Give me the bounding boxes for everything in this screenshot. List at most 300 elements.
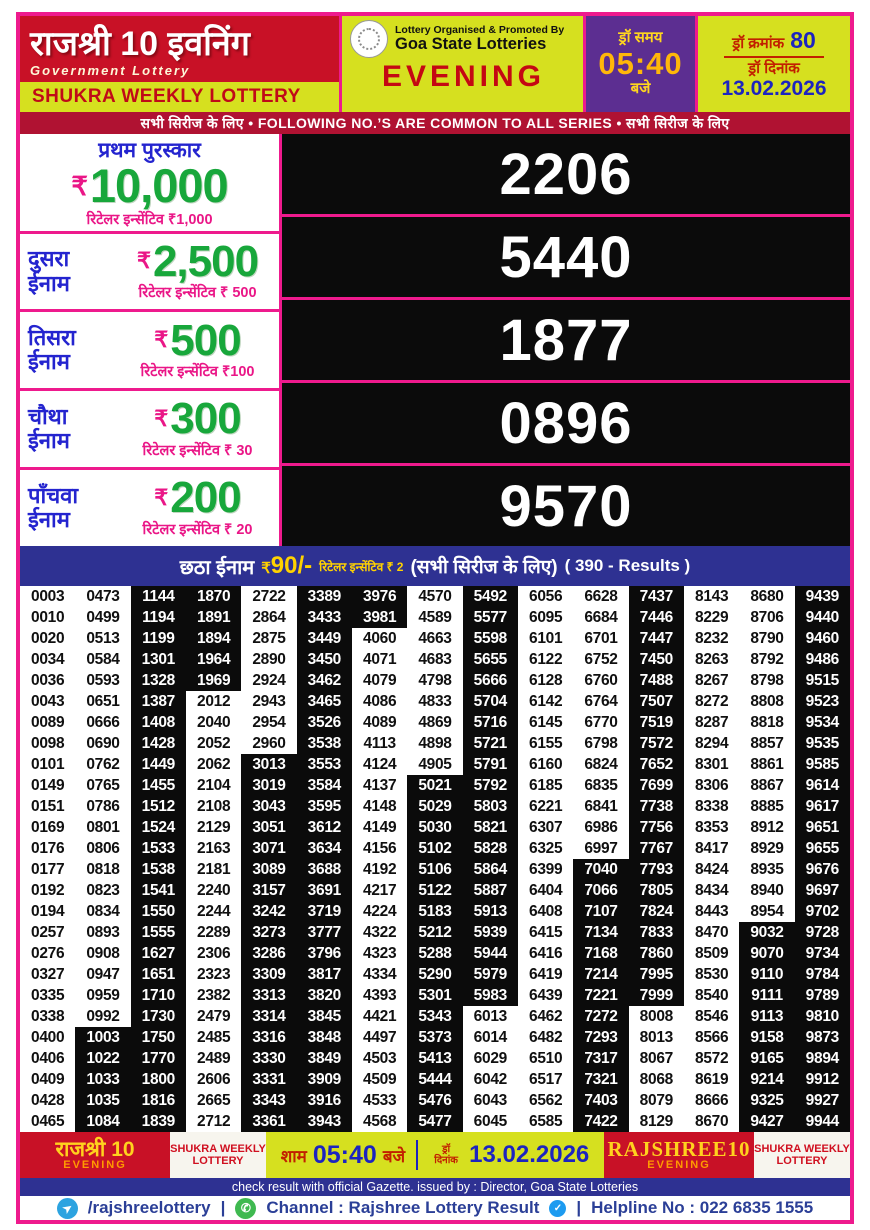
result-number: 2722 <box>252 587 286 605</box>
result-number: 9165 <box>739 1048 794 1069</box>
result-number: 2163 <box>197 839 231 857</box>
footer-weekly-right-label: SHUKRA WEEKLY LOTTERY <box>754 1142 850 1167</box>
result-number: 6752 <box>584 650 618 668</box>
result-number: 4086 <box>363 692 397 710</box>
result-number: 7450 <box>629 649 684 670</box>
result-number: 2864 <box>252 608 286 626</box>
prize-3-right <box>124 315 271 382</box>
result-number: 4334 <box>363 965 397 983</box>
result-number: 6684 <box>584 608 618 626</box>
result-number: 1964 <box>186 649 241 670</box>
organiser-row <box>350 20 577 58</box>
whatsapp-icon: ✆ <box>235 1198 256 1219</box>
result-number: 5102 <box>407 838 462 859</box>
result-number: 7293 <box>573 1027 628 1048</box>
result-number: 3331 <box>241 1069 296 1090</box>
result-number: 4589 <box>418 608 452 626</box>
result-number: 1750 <box>131 1027 186 1048</box>
result-number: 4322 <box>363 923 397 941</box>
result-number: 7447 <box>629 628 684 649</box>
result-number: 3242 <box>241 901 296 922</box>
result-number: 6628 <box>584 587 618 605</box>
result-number: 0176 <box>31 839 65 857</box>
result-number: 9515 <box>795 670 850 691</box>
result-number: 8509 <box>695 944 729 962</box>
result-number: 7756 <box>629 817 684 838</box>
result-number: 8267 <box>695 671 729 689</box>
winning-number-4: 0896 <box>499 390 633 456</box>
result-number: 3849 <box>297 1048 352 1069</box>
result-number: 2306 <box>197 944 231 962</box>
result-number: 5444 <box>407 1069 462 1090</box>
organiser-block <box>342 16 586 112</box>
result-number: 5413 <box>407 1048 462 1069</box>
result-number: 7221 <box>573 985 628 1006</box>
result-number: 8546 <box>695 1007 729 1025</box>
result-number: 8912 <box>750 818 784 836</box>
draw-time-box <box>586 16 698 112</box>
result-number: 3313 <box>241 985 296 1006</box>
result-number: 5944 <box>463 943 518 964</box>
result-number: 7572 <box>629 733 684 754</box>
result-number: 9894 <box>795 1048 850 1069</box>
result-number: 4192 <box>363 860 397 878</box>
result-number: 9113 <box>739 1006 794 1027</box>
result-number: 5864 <box>463 859 518 880</box>
prize-4-label: चौथा ईनाम <box>28 404 70 454</box>
result-number: 5828 <box>463 838 518 859</box>
result-number: 5343 <box>407 1006 462 1027</box>
prize-1-amount: 10,000 <box>89 159 228 212</box>
result-number: 5704 <box>463 691 518 712</box>
result-number: 7860 <box>629 943 684 964</box>
result-number: 3845 <box>297 1006 352 1027</box>
result-number: 9535 <box>795 733 850 754</box>
result-number: 6122 <box>529 650 563 668</box>
series-banner: सभी सिरीज के लिए • FOLLOWING NO.’S ARE COMMON TO ALL SERIES • सभी सिरीज के लिए <box>20 112 850 134</box>
result-number: 9734 <box>795 943 850 964</box>
result-number: 6462 <box>529 1007 563 1025</box>
result-number: 1969 <box>186 670 241 691</box>
footer-time-date <box>266 1132 604 1178</box>
result-number: 8566 <box>695 1028 729 1046</box>
results-grid <box>20 586 850 1132</box>
result-number: 2382 <box>197 986 231 1004</box>
result-number: 2943 <box>252 692 286 710</box>
result-number: 6056 <box>529 587 563 605</box>
result-number: 3314 <box>241 1006 296 1027</box>
winning-number-1: 2206 <box>499 141 633 207</box>
result-number: 7040 <box>573 859 628 880</box>
result-number: 5212 <box>407 922 462 943</box>
result-number: 6013 <box>473 1007 507 1025</box>
result-number: 3273 <box>241 922 296 943</box>
result-number: 4568 <box>363 1112 397 1130</box>
result-number: 3538 <box>297 733 352 754</box>
result-number: 6307 <box>529 818 563 836</box>
result-number: 6415 <box>529 923 563 941</box>
result-number: 0327 <box>31 965 65 983</box>
result-number: 3848 <box>297 1027 352 1048</box>
result-number: 7437 <box>629 586 684 607</box>
result-number: 8798 <box>750 671 784 689</box>
prize-5-right <box>124 473 271 539</box>
telegram-icon: ➤ <box>57 1198 78 1219</box>
result-number: 0101 <box>31 755 65 773</box>
result-number: 0177 <box>31 860 65 878</box>
result-number: 1144 <box>131 586 186 607</box>
result-number: 0690 <box>86 734 120 752</box>
weekly-lottery-label: SHUKRA WEEKLY LOTTERY <box>20 82 339 112</box>
result-number: 1800 <box>131 1069 186 1090</box>
result-number: 1550 <box>131 901 186 922</box>
result-number: 1627 <box>131 943 186 964</box>
helpline-number: Helpline No : 022 6835 1555 <box>591 1198 814 1217</box>
prize-3-incentive: रिटेलर इन्सेंटिव ₹100 <box>140 364 255 381</box>
result-number: 9614 <box>795 775 850 796</box>
goa-state-emblem-icon <box>350 20 388 58</box>
rupee-symbol: ₹ <box>261 560 271 577</box>
result-number: 2485 <box>197 1028 231 1046</box>
result-number: 3777 <box>297 922 352 943</box>
result-number: 4497 <box>363 1028 397 1046</box>
result-number: 8068 <box>639 1070 673 1088</box>
prize-3-amount: 500 <box>170 315 241 365</box>
result-number: 6997 <box>584 839 618 857</box>
result-number: 9158 <box>739 1027 794 1048</box>
result-number: 1301 <box>131 649 186 670</box>
result-number: 1084 <box>75 1111 130 1132</box>
verified-badge-icon: ✓ <box>549 1200 566 1217</box>
result-number: 7507 <box>629 691 684 712</box>
result-number: 8417 <box>695 839 729 857</box>
result-number: 7107 <box>573 901 628 922</box>
result-number: 1449 <box>131 754 186 775</box>
result-number: 3089 <box>241 859 296 880</box>
sixth-prize-results-count: ( 390 - Results ) <box>564 556 691 575</box>
telegram-handle[interactable]: /rajshreelottery <box>87 1198 211 1217</box>
result-number: 3691 <box>297 880 352 901</box>
prize-5-label: पाँचवा ईनाम <box>28 482 79 533</box>
result-number: 7422 <box>573 1111 628 1132</box>
rupee-symbol: ₹ <box>154 484 169 510</box>
result-number: 4533 <box>363 1091 397 1109</box>
result-number: 8935 <box>750 860 784 878</box>
result-number: 6510 <box>529 1049 563 1067</box>
result-number: 4224 <box>363 902 397 920</box>
result-number: 8666 <box>695 1091 729 1109</box>
result-number: 2954 <box>252 713 286 731</box>
result-number: 3719 <box>297 901 352 922</box>
footer-weekly-left <box>170 1132 266 1178</box>
result-number: 4898 <box>418 734 452 752</box>
result-number: 3595 <box>297 796 352 817</box>
footer-weekly-right <box>754 1132 850 1178</box>
result-number: 0098 <box>31 734 65 752</box>
result-number: 8294 <box>695 734 729 752</box>
result-number: 2240 <box>197 881 231 899</box>
brand-block <box>20 16 342 112</box>
result-number: 5913 <box>463 901 518 922</box>
whatsapp-channel[interactable]: Channel : Rajshree Lottery Result <box>266 1198 540 1217</box>
winning-number-row <box>282 300 850 383</box>
prize-4-right <box>124 394 271 460</box>
result-number: 3465 <box>297 691 352 712</box>
result-number: 0169 <box>31 818 65 836</box>
result-number: 0409 <box>31 1070 65 1088</box>
result-number: 9873 <box>795 1027 850 1048</box>
result-number: 8301 <box>695 755 729 773</box>
sixth-prize-incentive: रिटेलर इन्सेंटिव ₹ 2 <box>319 559 404 574</box>
result-number: 0020 <box>31 629 65 647</box>
result-number: 8940 <box>750 881 784 899</box>
result-number: 0034 <box>31 650 65 668</box>
result-number: 1538 <box>131 859 186 880</box>
result-number: 3817 <box>297 964 352 985</box>
result-number: 3981 <box>352 607 407 628</box>
result-number: 0584 <box>86 650 120 668</box>
result-number: 9912 <box>795 1069 850 1090</box>
result-number: 8572 <box>695 1049 729 1067</box>
result-number: 9789 <box>795 985 850 1006</box>
footer-date-label: ड्रॉ दिनांक <box>434 1144 458 1166</box>
result-number: 7272 <box>573 1006 628 1027</box>
winning-number-row <box>282 383 850 466</box>
prize-4-amount: 300 <box>170 394 241 444</box>
brand-title: राजश्री 10 इवनिंग <box>30 25 250 63</box>
result-number: 8067 <box>639 1049 673 1067</box>
result-number: 4217 <box>363 881 397 899</box>
result-number: 9728 <box>795 922 850 943</box>
result-number: 0834 <box>86 902 120 920</box>
result-number: 5029 <box>407 796 462 817</box>
result-number: 5476 <box>407 1090 462 1111</box>
header <box>20 16 850 112</box>
result-number: 8424 <box>695 860 729 878</box>
result-number: 2665 <box>197 1091 231 1109</box>
result-number: 1651 <box>131 964 186 985</box>
result-number: 9944 <box>795 1111 850 1132</box>
prize-1-incentive: रिटेलर इन्सेंटिव ₹1,000 <box>86 211 213 228</box>
result-number: 6408 <box>529 902 563 920</box>
result-number: 5373 <box>407 1027 462 1048</box>
result-number: 8929 <box>750 839 784 857</box>
result-number: 2289 <box>197 923 231 941</box>
winning-number-row <box>282 217 850 300</box>
result-number: 3526 <box>297 712 352 733</box>
result-number: 0801 <box>86 818 120 836</box>
result-number: 9439 <box>795 586 850 607</box>
result-number: 0992 <box>86 1007 120 1025</box>
result-number: 3330 <box>241 1048 296 1069</box>
result-number: 9440 <box>795 607 850 628</box>
result-number: 4124 <box>363 755 397 773</box>
result-number: 3286 <box>241 943 296 964</box>
footer-brand-left-title: राजश्री 10 <box>55 1138 135 1161</box>
result-number: 8434 <box>695 881 729 899</box>
result-number: 7767 <box>629 838 684 859</box>
result-number: 3450 <box>297 649 352 670</box>
result-number: 8306 <box>695 776 729 794</box>
result-number: 3343 <box>241 1090 296 1111</box>
prize-2-box <box>20 234 279 313</box>
prize-5-incentive: रिटेलर इन्सेंटिव ₹ 20 <box>142 521 253 538</box>
prize-1-box <box>20 134 279 234</box>
divider <box>724 56 824 58</box>
result-number: 2890 <box>252 650 286 668</box>
result-number: 5030 <box>407 817 462 838</box>
social-strip <box>20 1196 850 1220</box>
result-number: 9655 <box>795 838 850 859</box>
result-number: 0893 <box>86 923 120 941</box>
result-number: 5655 <box>463 649 518 670</box>
draw-time-label: ड्रॉ समय <box>618 29 663 47</box>
result-number: 3462 <box>297 670 352 691</box>
divider <box>416 1140 418 1170</box>
result-number: 9214 <box>739 1069 794 1090</box>
result-number: 6824 <box>584 755 618 773</box>
gazette-note: check result with official Gazette. issued by : Director, Goa State Lotteries <box>20 1178 850 1196</box>
result-number: 9617 <box>795 796 850 817</box>
result-number: 2489 <box>197 1049 231 1067</box>
result-number: 7824 <box>629 901 684 922</box>
footer-weekly-left-label: SHUKRA WEEKLY LOTTERY <box>170 1142 266 1167</box>
result-number: 3916 <box>297 1090 352 1111</box>
result-number: 4570 <box>418 587 452 605</box>
result-number: 1512 <box>131 796 186 817</box>
result-number: 7446 <box>629 607 684 628</box>
result-number: 6045 <box>473 1112 507 1130</box>
result-number: 4509 <box>363 1070 397 1088</box>
result-number: 0765 <box>86 776 120 794</box>
result-number: 8129 <box>639 1112 673 1130</box>
result-number: 3612 <box>297 817 352 838</box>
result-number: 0257 <box>31 923 65 941</box>
result-number: 8272 <box>695 692 729 710</box>
result-number: 2479 <box>197 1007 231 1025</box>
result-number: 4323 <box>363 944 397 962</box>
winning-number-5: 9570 <box>499 473 633 539</box>
result-number: 7488 <box>629 670 684 691</box>
result-number: 3316 <box>241 1027 296 1048</box>
result-number: 5301 <box>407 985 462 1006</box>
result-number: 1003 <box>75 1027 130 1048</box>
winning-number-3: 1877 <box>499 307 633 373</box>
result-number: 7321 <box>573 1069 628 1090</box>
result-number: 5183 <box>407 901 462 922</box>
result-number: 6701 <box>584 629 618 647</box>
result-number: 0428 <box>31 1091 65 1109</box>
result-number: 2062 <box>197 755 231 773</box>
result-number: 8706 <box>750 608 784 626</box>
result-number: 2040 <box>197 713 231 731</box>
result-number: 4393 <box>363 986 397 1004</box>
result-number: 9702 <box>795 901 850 922</box>
result-number: 5122 <box>407 880 462 901</box>
result-number: 7738 <box>629 796 684 817</box>
result-number: 7805 <box>629 880 684 901</box>
sixth-prize-strip <box>20 546 850 586</box>
result-number: 0338 <box>31 1007 65 1025</box>
result-number: 6399 <box>529 860 563 878</box>
result-number: 8008 <box>639 1007 673 1025</box>
result-number: 8808 <box>750 692 784 710</box>
result-number: 9676 <box>795 859 850 880</box>
result-number: 3433 <box>297 607 352 628</box>
result-number: 5716 <box>463 712 518 733</box>
result-number: 5288 <box>407 943 462 964</box>
result-number: 5106 <box>407 859 462 880</box>
result-number: 0194 <box>31 902 65 920</box>
result-number: 5598 <box>463 628 518 649</box>
result-number: 6160 <box>529 755 563 773</box>
result-number: 8229 <box>695 608 729 626</box>
result-number: 8790 <box>750 629 784 647</box>
result-number: 6142 <box>529 692 563 710</box>
result-number: 3449 <box>297 628 352 649</box>
result-number: 7652 <box>629 754 684 775</box>
sixth-prize-series-note: (सभी सिरीज के लिए) <box>410 557 558 578</box>
result-number: 0276 <box>31 944 65 962</box>
result-number: 5792 <box>463 775 518 796</box>
result-number: 1710 <box>131 985 186 1006</box>
prize-3-label: तिसरा ईनाम <box>28 325 76 375</box>
result-number: 5577 <box>463 607 518 628</box>
result-number: 9927 <box>795 1090 850 1111</box>
result-number: 1555 <box>131 922 186 943</box>
footer-date-value: 13.02.2026 <box>469 1141 590 1168</box>
result-number: 8954 <box>750 902 784 920</box>
result-number: 6416 <box>529 944 563 962</box>
result-number: 3796 <box>297 943 352 964</box>
result-number: 0908 <box>86 944 120 962</box>
rupee-symbol: ₹ <box>154 405 169 431</box>
result-number: 1891 <box>186 607 241 628</box>
result-number: 4071 <box>363 650 397 668</box>
result-number: 0149 <box>31 776 65 794</box>
result-number: 0406 <box>31 1049 65 1067</box>
draw-date-value: 13.02.2026 <box>721 76 827 100</box>
result-number: 0465 <box>31 1112 65 1130</box>
result-number: 3688 <box>297 859 352 880</box>
result-number: 3361 <box>241 1111 296 1132</box>
result-number: 6986 <box>584 818 618 836</box>
result-number: 5887 <box>463 880 518 901</box>
result-number: 3634 <box>297 838 352 859</box>
result-number: 5721 <box>463 733 518 754</box>
result-number: 2108 <box>197 797 231 815</box>
result-number: 1541 <box>131 880 186 901</box>
result-number: 3157 <box>241 880 296 901</box>
result-number: 2129 <box>197 818 231 836</box>
prize-1-amount-row <box>28 159 271 212</box>
sixth-prize-amount: 90/- <box>270 552 313 579</box>
result-number: 3071 <box>241 838 296 859</box>
result-number: 6128 <box>529 671 563 689</box>
result-number: 0010 <box>31 608 65 626</box>
result-number: 9460 <box>795 628 850 649</box>
result-number: 4060 <box>363 629 397 647</box>
prize-2-amount: 2,500 <box>152 236 259 286</box>
result-number: 5939 <box>463 922 518 943</box>
result-number: 0823 <box>86 881 120 899</box>
footer-brand-right-title: RAJSHREE10 <box>607 1137 751 1161</box>
result-number: 3013 <box>241 754 296 775</box>
result-number: 9427 <box>739 1111 794 1132</box>
result-number: 0036 <box>31 671 65 689</box>
brand-box <box>20 16 339 82</box>
prize-4-box <box>20 391 279 470</box>
